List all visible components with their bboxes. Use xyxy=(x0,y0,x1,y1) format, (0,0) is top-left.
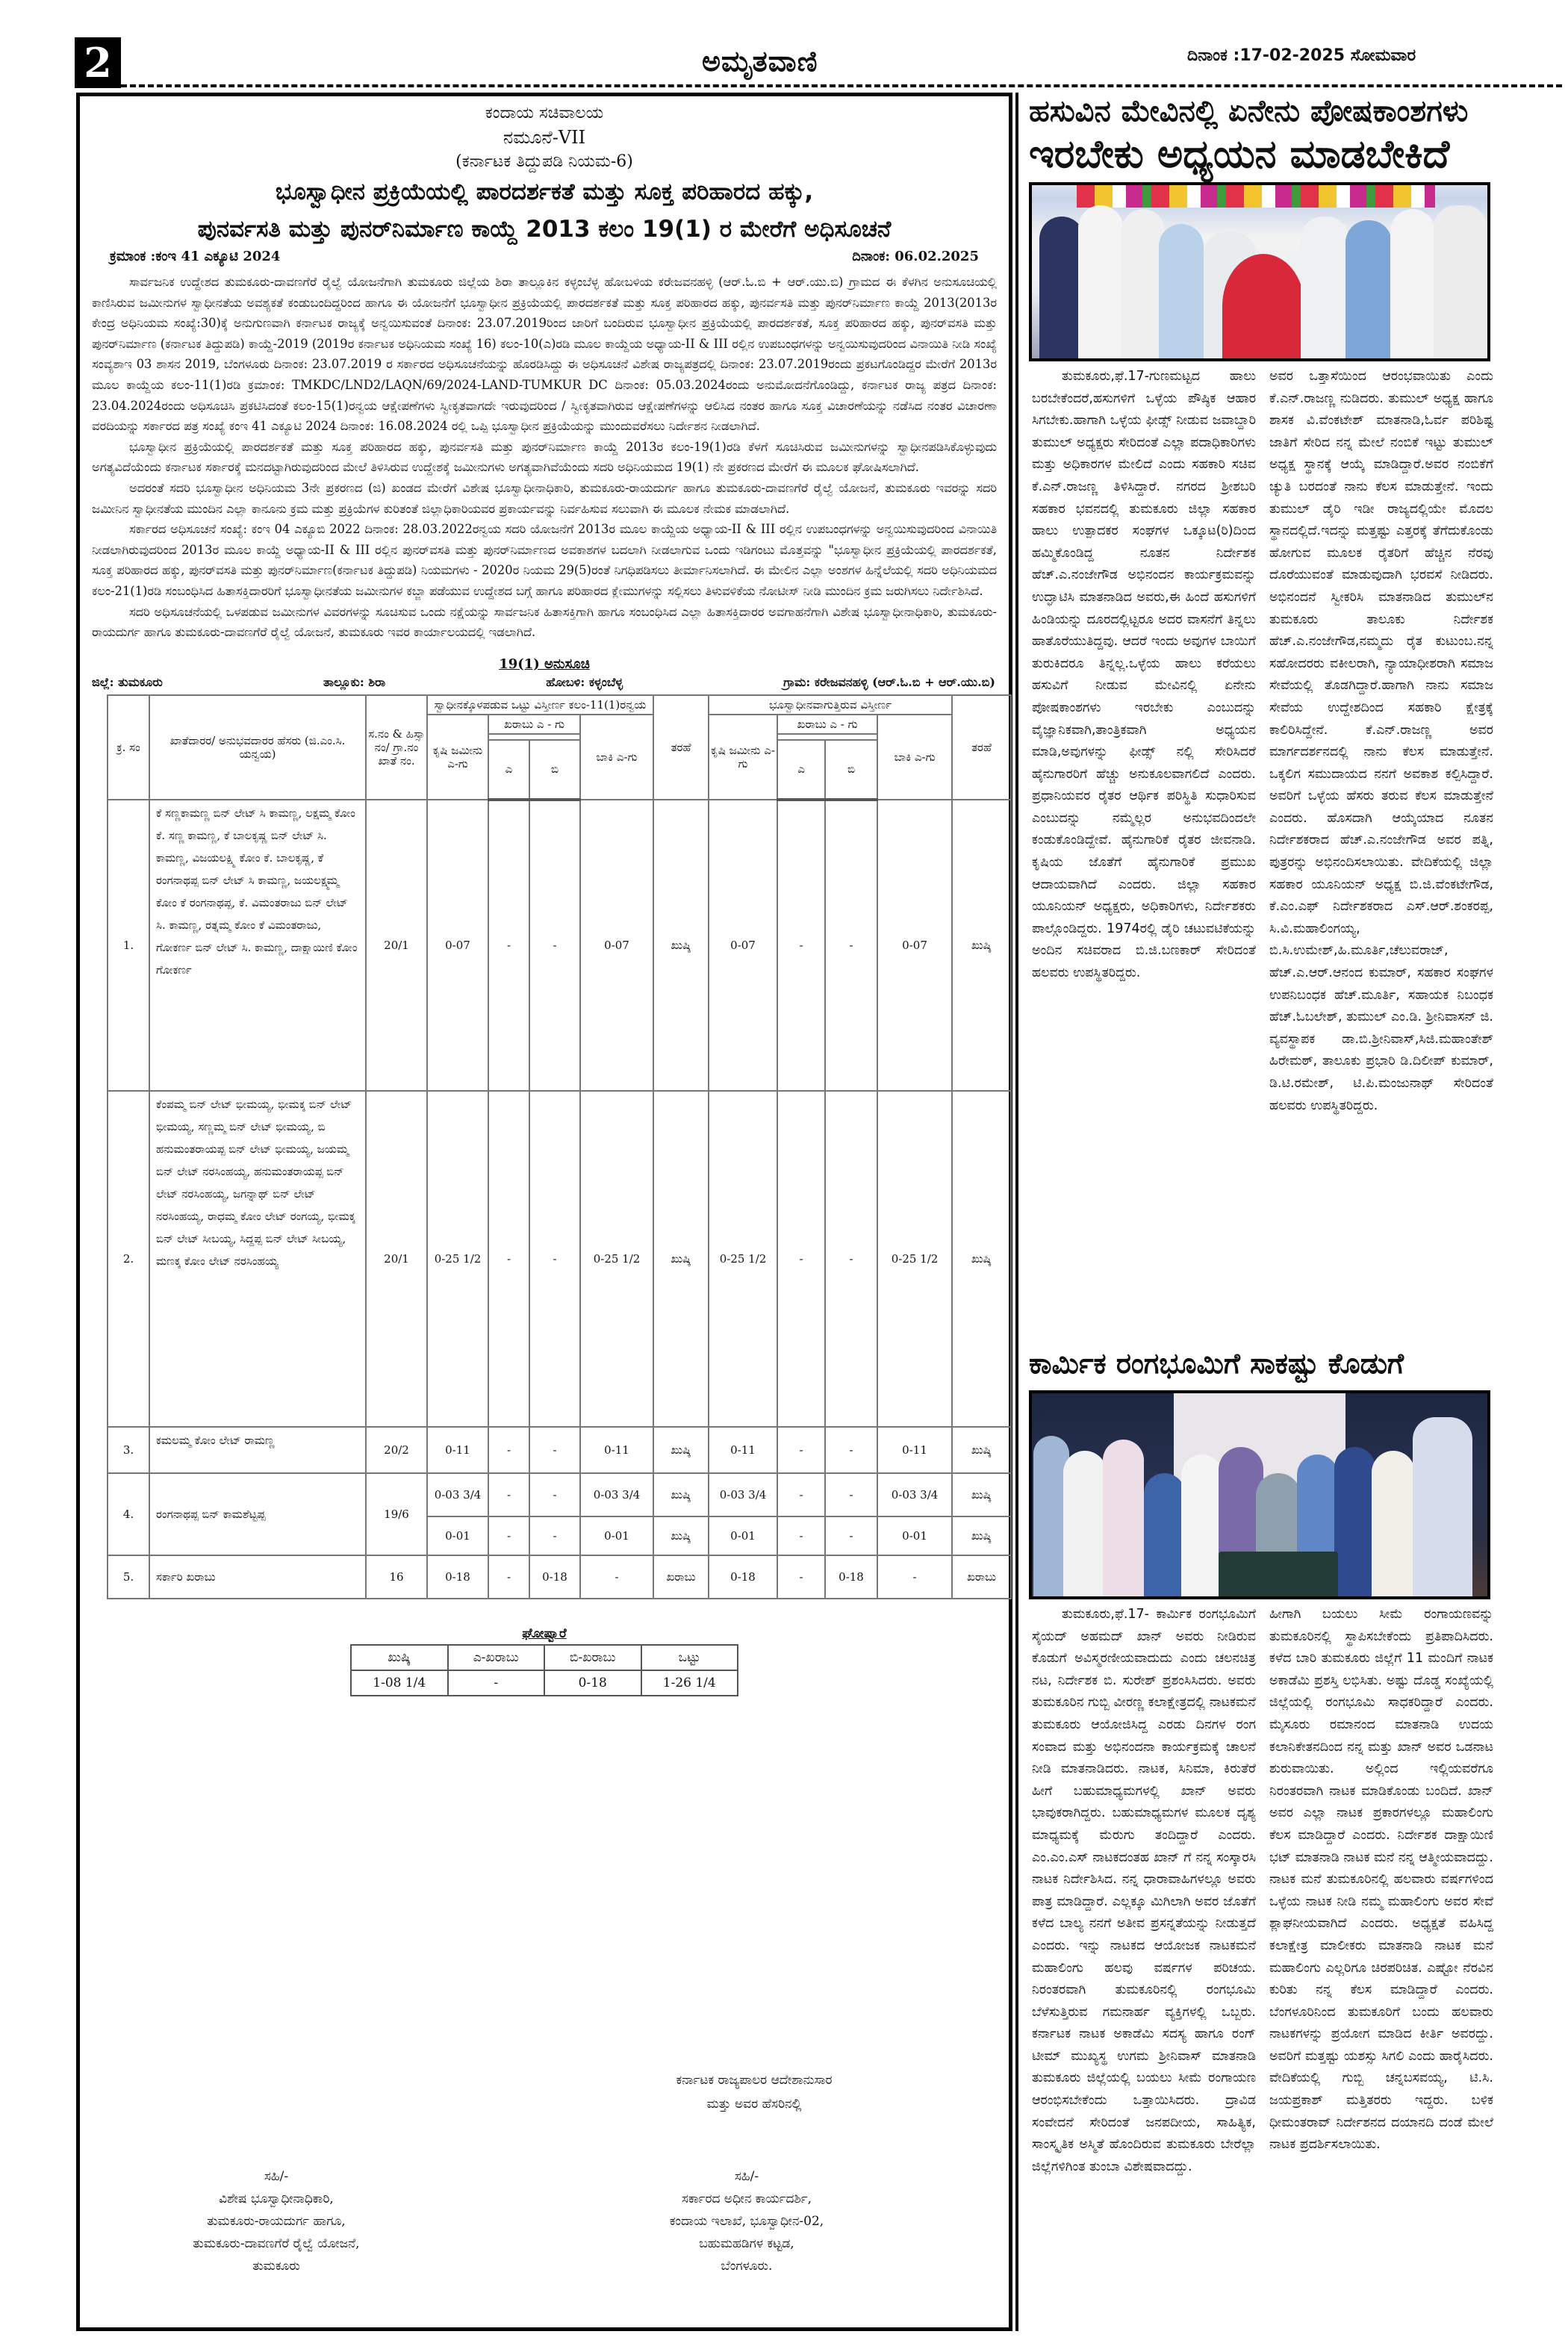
summary-header: ಎ-ಖರಾಬು xyxy=(448,1645,545,1670)
header-survey: ಸ.ನಂ & ಹಿಸ್ಸಾ ನಂ/ ಗ್ರಾ.ನಂ ಖಾತೆ ನಂ. xyxy=(366,695,427,800)
cell-total-agri: 0-03 3/4 xyxy=(427,1473,488,1516)
cell-acq-agri: 0-07 xyxy=(709,800,777,1091)
signatory-line: ವಿಶೇಷ ಭೂಸ್ವಾಧೀನಾಧಿಕಾರಿ, xyxy=(219,2191,334,2206)
header-agri: ಕೃಷಿ ಜಮೀನು ಎ-ಗು xyxy=(427,715,488,800)
land-acquisition-notice xyxy=(76,93,1012,2331)
cell-total-a: - xyxy=(488,1091,529,1427)
cell-acq-balance: 0-03 3/4 xyxy=(877,1473,952,1516)
cell-acq-type: ಖರಾಬು xyxy=(952,1555,1011,1599)
signatory-line: ಕಂದಾಯ ಇಲಾಖೆ, ಭೂಸ್ವಾಧೀನ-02, xyxy=(669,2214,824,2229)
news-column xyxy=(1021,93,1561,1117)
schedule-hobli: ಹೋಬಳಿ: ಕಳ್ಳಂಬೆಳ್ಳ xyxy=(546,674,623,689)
cell-sno: 4. xyxy=(108,1473,149,1555)
signature-mark: ಸಹಿ/- xyxy=(264,2169,289,2184)
article1-headline-line1: ಹಸುವಿನ ಮೇವಿನಲ್ಲಿ ಏನೇನು ಪೋಷಕಾಂಶಗಳು xyxy=(1029,94,1469,128)
cell-total-balance: - xyxy=(580,1555,653,1599)
header-serial: ಕ್ರ. ಸಂ xyxy=(108,695,149,800)
cell-total-balance: 0-03 3/4 xyxy=(580,1473,653,1516)
table-row xyxy=(108,1555,1011,1599)
summary-header: ಖುಷ್ಕಿ xyxy=(351,1645,448,1670)
cell-total-type: ಖುಷ್ಕಿ xyxy=(653,1516,709,1555)
cell-total-a: - xyxy=(488,1555,529,1599)
cell-acq-type: ಖುಷ್ಕಿ xyxy=(952,1091,1011,1427)
column-divider xyxy=(1015,93,1018,2331)
cell-total-agri: 0-01 xyxy=(427,1516,488,1555)
summary-table xyxy=(350,1644,738,1696)
summary-header: ಬಿ-ಖರಾಬು xyxy=(544,1645,641,1670)
notice-body xyxy=(92,272,997,643)
flower-garland-decoration xyxy=(1077,185,1435,208)
cell-acq-balance: 0-07 xyxy=(877,800,952,1091)
header-kharab: ಖರಾಬು ಎ - ಗು xyxy=(777,715,877,734)
header-agri: ಕೃಷಿ ಜಮೀನು ಎ-ಗು xyxy=(709,715,777,800)
notice-paragraph: ಭೂಸ್ವಾಧೀನ ಪ್ರಕ್ರಿಯೆಯಲ್ಲಿ ಪಾರದರ್ಶಕತೆ ಮತ್ತು ಸೂಕ್ತ ಪರಿಹಾರದ ಹಕ್ಕು, ಪುನರ್ವಸತಿ ಮತ್ತು ಪುನರ್‌ನಿರ್ಮಾಣ ಕಾಯ್ದೆ 2013ರ ಕಲಂ-19(1)ರಡಿ ಕೆಳಗೆ ಸೂಚಿಸಿರುವ ಜಮೀನುಗಳನ್ನು ಸ್ವಾಧೀನಪಡಿಸಿಕೊಳ್ಳುವುದು ಅಗತ್ಯವಿದೆಯೆಂದು ಕರ್ನಾಟಕ ಸರ್ಕಾರಕ್ಕೆ ಮನದಟ್ಟಾಗಿರುವುದರಿಂದ ಮೇಲೆ ತಿಳಿಸಿರುವ ಉದ್ದೇಶಕ್ಕೆ ಜಮೀನುಗಳು ಅಗತ್ಯವಾಗಿವೆಯೆಂದು ಸದರಿ ಅಧಿನಿಯಮದ 19(1) ನೇ ಪ್ರಕರಣದ ಮೇರೆಗೆ ಈ ಮೂಲಕ ಘೋಷಿಸಲಾಗಿದೆ. xyxy=(92,439,997,475)
schedule-taluk: ತಾಲ್ಲೂಕು: ಶಿರಾ xyxy=(323,674,386,689)
summary-title: ಘೋಷ್ವಾರೆ xyxy=(522,1625,567,1641)
cell-total-b: - xyxy=(529,1427,580,1473)
header-owner: ಖಾತೆದಾರರ/ ಅನುಭವದಾರರ ಹೆಸರು (ಜಿ.ಎಂ.ಸಿ. ಯನ್ವಯ) xyxy=(149,695,366,800)
cell-survey: 19/6 xyxy=(366,1473,427,1555)
summary-value: 1-26 1/4 xyxy=(641,1670,738,1696)
signatory-right xyxy=(590,2165,903,2277)
cell-total-balance: 0-07 xyxy=(580,800,653,1091)
cell-total-b: - xyxy=(529,1091,580,1427)
cell-sno: 5. xyxy=(108,1555,149,1599)
cell-acq-a: - xyxy=(777,1427,825,1473)
cell-acq-b: - xyxy=(825,1473,877,1516)
cell-acq-type: ಖುಷ್ಕಿ xyxy=(952,1516,1011,1555)
header-type: ತರಹೆ xyxy=(952,695,1011,800)
cell-owner: ಸರ್ಕಾರಿ ಖರಾಬು xyxy=(149,1555,366,1599)
article1-col1: ತುಮಕೂರು,ಫೆ.17-ಗುಣಮಟ್ಟದ ಹಾಲು ಬರಬೇಕೆಂದರೆ,ಹಸುಗಳಿಗೆ ಒಳ್ಳೆಯ ಪೌಷ್ಠಿಕ ಆಹಾರ ಸಿಗಬೇಕು.ಹಾಗಾಗಿ ಒಳ್ಳೆಯ ಫೀಡ್ಸ್ ನೀಡುವ ಜವಾಬ್ದಾರಿ ತುಮುಲ್ ಅಧ್ಯಕ್ಷರು ಸೇರಿದಂತೆ ಎಲ್ಲಾ ಪದಾಧಿಕಾರಿಗಳು ಮತ್ತು ಅಧಿಕಾರಗಳ ಮೇಲಿದೆ ಎಂದು ಸಹಕಾರಿ ಸಚಿವ ಕೆ.ಎನ್.ರಾಜಣ್ಣ ತಿಳಿಸಿದ್ದಾರೆ. ನಗರದ ಶ್ರೀಶಬರಿ ಸಹಕಾರ ಭವನದಲ್ಲಿ ತುಮಕೂರು ಜಿಲ್ಲಾ ಸಹಕಾರ ಹಾಲು ಉತ್ಪಾದಕರ ಸಂಘಗಳ ಒಕ್ಕೂಟ(ರಿ)ದಿಂದ ಹಮ್ಮಿಕೊಂಡಿದ್ದ ನೂತನ ನಿರ್ದೇಶಕ ಹೆಚ್.ಎ.ನಂಜೇಗೌಡ ಅಭಿನಂದನ ಕಾರ್ಯಕ್ರಮವನ್ನು ಉದ್ಘಾಟಿಸಿ ಮಾತನಾಡಿದ ಅವರು,ಈ ಹಿಂದೆ ಹಸುಗಳಿಗೆ ಹಿಂಡಿಯನ್ನು ದೂರದಲ್ಲಿಟ್ಟರೂ ಅದರ ವಾಸನೆಗೆ ತಿನ್ನಲು ಹಾತೊರೆಯುತಿದ್ದವು. ಆದರೆ ಇಂದು ಅವುಗಳ ಬಾಯಿಗೆ ತುರುಕಿದರೂ ತಿನ್ನಲ್ಲ.ಒಳ್ಳೆಯ ಹಾಲು ಕರೆಯಲು ಹಸುವಿಗೆ ನೀಡುವ ಮೇವಿನಲ್ಲಿ ಏನೇನು ಪೋಷಕಾಂಶಗಳು ಇರಬೇಕು ಎಂಬುದನ್ನು ವೈಜ್ಞಾನಿಕವಾಗಿ,ತಾಂತ್ರಿಕವಾಗಿ ಅಧ್ಯಯನ ಮಾಡಿ,ಅವುಗಳನ್ನು ಫೀಡ್ಸ್ ನಲ್ಲಿ ಸೇರಿಸಿದರೆ ಹೈನುಗಾರರಿಗೆ ಹೆಚ್ಚು ಅನುಕೂಲವಾಗಲಿದೆ ಎಂದರು. ಪ್ರಧಾನಿಯವರ ರೈತರ ಆರ್ಥಿಕ ಪರಿಸ್ಥಿತಿ ಸುಧಾರಿಸುವ ಎಂಬುದನ್ನು ನಮ್ಮೆಲ್ಲರ ಅನುಭವದಿಂದಲೇ ಕಂಡುಕೊಂಡಿದ್ದೇವೆ. ಹೈನುಗಾರಿಕೆ ರೈತರ ಜೀವನಾಡಿ. ಕೃಷಿಯ ಜೊತೆಗೆ ಹೈನುಗಾರಿಕೆ ಪ್ರಮುಖ ಆದಾಯವಾಗಿದೆ ಎಂದರು. ಜಿಲ್ಲಾ ಸಹಕಾರ ಯೂನಿಯನ್ ಅಧ್ಯಕ್ಷರು, ಅಧಿಕಾರಿಗಳು, ನಿರ್ದೇಶಕರು ಪಾಲ್ಗೊಂಡಿದ್ದರು. 1974ರಲ್ಲಿ ಡೈರಿ ಚಟುವಟಿಕೆಯನ್ನು ಅಂದಿನ ಸಚಿವರಾದ ಬಿ.ಜಿ.ಬಣಕಾರ್ ಸೇರಿದಂತೆ ಹಲವರು ಉಪಸ್ಥಿತರಿದ್ದರು. xyxy=(1032,369,1256,981)
article1-col2: ಅವರ ಒತ್ತಾಸೆಯಿಂದ ಆರಂಭವಾಯಿತು ಎಂದು ಕೆ.ಎನ್.ರಾಜಣ್ಣ ನುಡಿದರು. ತುಮುಲ್ ಅಧ್ಯಕ್ಷ ಹಾಗೂ ಶಾಸಕ ವಿ.ವೆಂಕಟೇಶ್ ಮಾತನಾಡಿ,ಓರ್ವ ಪರಿಶಿಷ್ಟ ಜಾತಿಗೆ ಸೇರಿದ ನನ್ನ ಮೇಲೆ ನಂಬಿಕೆ ಇಟ್ಟು ತುಮುಲ್ ಅಧ್ಯಕ್ಷ ಸ್ಥಾನಕ್ಕೆ ಆಯ್ಕೆ ಮಾಡಿದ್ದಾರೆ.ಅವರ ನಂಬಿಕೆಗೆ ಚ್ಯುತಿ ಬರದಂತೆ ನಾನು ಕೆಲಸ ಮಾಡುತ್ತೇನೆ. ಇಂದು ತುಮುಲ್ ಡೈರಿ ಇಡೀ ರಾಜ್ಯದಲ್ಲಿಯೇ ಮೊದಲ ಸ್ಥಾನದಲ್ಲಿದೆ.ಇದನ್ನು ಮತ್ತಷ್ಟು ಎತ್ತರಕ್ಕೆ ತೆಗೆದುಕೊಂಡು ಹೋಗುವ ಮೂಲಕ ರೈತರಿಗೆ ಹೆಚ್ಚಿನ ನೆರವು ದೊರೆಯುವಂತೆ ಮಾಡುವುದಾಗಿ ಭರವಸೆ ನೀಡಿದರು. ಅಭಿನಂದನೆ ಸ್ವೀಕರಿಸಿ ಮಾತನಾಡಿದ ತುಮುಲ್‌ನ ತುಮಕೂರು ತಾಲೂಕು ನಿರ್ದೇಶಕ ಹೆಚ್.ಎ.ನಂಜೇಗೌಡ,ನಮ್ಮದು ರೈತ ಕುಟುಂಬ.ನನ್ನ ಸಹೋದರರು ವಕೀಲರಾಗಿ, ನ್ಯಾಯಾಧೀಶರಾಗಿ ಸಮಾಜ ಸೇವೆಯಲ್ಲಿ ತೊಡಗಿದ್ದಾರೆ.ಹಾಗಾಗಿ ನಾನು ಸಮಾಜ ಸೇವೆಯ ಉದ್ದೇಶದಿಂದ ಸಹಕಾರಿ ಕ್ಷೇತ್ರಕ್ಕೆ ಕಾಲಿರಿಸಿದ್ದೇನೆ. ಕೆ.ಎನ್.ರಾಜಣ್ಣ ಅವರ ಮಾರ್ಗದರ್ಶನದಲ್ಲಿ ನಾನು ಕೆಲಸ ಮಾಡುತ್ತೇನೆ. ಒಕ್ಕಲಿಗ ಸಮುದಾಯದ ನನಗೆ ಅವಕಾಶ ಕಲ್ಪಿಸಿದ್ದಾರೆ. ಅವರಿಗೆ ಒಳ್ಳೆಯ ಹೆಸರು ತರುವ ಕೆಲಸ ಮಾಡುತ್ತೇನೆ ಎಂದರು. ಹೊಸದಾಗಿ ಆಯ್ಕೆಯಾದ ನೂತನ ನಿರ್ದೇಶಕರಾದ ಹೆಚ್.ಎ.ನಂಜೇಗೌಡ ಅವರ ಪತ್ನಿ, ಪುತ್ರರನ್ನು ಅಭಿನಂದಿಸಲಾಯಿತು. ವೇದಿಕೆಯಲ್ಲಿ ಜಿಲ್ಲಾ ಸಹಕಾರ ಯೂನಿಯನ್ ಅಧ್ಯಕ್ಷ ಬಿ.ಜಿ.ವೆಂಕಟೇಗೌಡ, ಕೆ.ಎಂ.ಎಫ್ ನಿರ್ದೇಶಕರಾದ ಎಸ್.ಆರ್.ಶಂಕರಪ್ಪ, ಸಿ.ವಿ.ಮಹಾಲಿಂಗಯ್ಯ, ಬಿ.ಸಿ.ಉಮೇಶ್,ಹಿ.ಮೂರ್ತಿ,ಚೆಲುವರಾಜ್, ಹೆಚ್.ಎ.ಆರ್.ಆನಂದ ಕುಮಾರ್, ಸಹಕಾರ ಸಂಘಗಳ ಉಪನಿಬಂಧಕ ಹೆಚ್.ಮೂರ್ತಿ, ಸಹಾಯಕ ನಿಬಂಧಕ ಹೆಚ್.ಓಬಲೇಶ್, ತುಮುಲ್ ಎಂ.ಡಿ. ಶ್ರೀನಿವಾಸನ್ ಜಿ. ವ್ಯವಸ್ಥಾಪಕ ಡಾ.ಬಿ.ಶ್ರೀನಿವಾಸ್,ಸಿಜಿ.ಮಹಾಂತೇಶ್ ಹಿರೇಮಠ್, ತಾಲೂಕು ಪ್ರಭಾರಿ ಡಿ.ದಿಲೀಪ್ ಕುಮಾರ್, ಡಿ.ಟಿ.ರಮೇಶ್, ಟಿ.ಪಿ.ಮಂಜುನಾಥ್ ಸೇರಿದಂತೆ ಹಲವರು ಉಪಸ್ಥಿತರಿದ್ದರು. xyxy=(1269,369,1493,1113)
cell-acq-balance: 0-01 xyxy=(877,1516,952,1555)
article2-photo xyxy=(1029,1390,1490,1599)
cell-sno: 3. xyxy=(108,1427,149,1473)
cell-acq-agri: 0-11 xyxy=(709,1427,777,1473)
notice-title-line2: ಪುನರ್ವಸತಿ ಮತ್ತು ಪುನರ್‌ನಿರ್ಮಾಣ ಕಾಯ್ದೆ 2013 ಕಲಂ 19(1) ರ ಮೇರೆಗೆ ಅಧಿಸೂಚನೆ xyxy=(197,216,892,243)
header-balance: ಬಾಕಿ ಎ-ಗು xyxy=(877,715,952,800)
cell-total-agri: 0-25 1/2 xyxy=(427,1091,488,1427)
cell-total-a: - xyxy=(488,1516,529,1555)
article2-body xyxy=(1021,1604,1561,2178)
cell-acq-b: - xyxy=(825,1516,877,1555)
cell-total-b: - xyxy=(529,1516,580,1555)
signatory-left xyxy=(119,2165,433,2277)
cell-sno: 2. xyxy=(108,1091,149,1427)
cell-total-agri: 0-07 xyxy=(427,800,488,1091)
cell-total-a: - xyxy=(488,1473,529,1516)
summary-value: - xyxy=(448,1670,545,1696)
cell-total-b: 0-18 xyxy=(529,1555,580,1599)
cell-sno: 1. xyxy=(108,800,149,1091)
schedule-district: ಜಿಲ್ಲೆ: ತುಮಕೂರು xyxy=(92,674,163,689)
cell-acq-balance: 0-25 1/2 xyxy=(877,1091,952,1427)
cell-total-balance: 0-25 1/2 xyxy=(580,1091,653,1427)
notice-ref-number: ಕ್ರಮಾಂಕ :ಕಂಇ 41 ಎಕ್ಯೂಟಿ 2024 xyxy=(110,249,281,264)
cell-acq-b: - xyxy=(825,800,877,1091)
cell-survey: 20/1 xyxy=(366,800,427,1091)
cell-owner: ಕಮಲಮ್ಮ ಕೋಂ ಲೇಟ್ ರಾಮಣ್ಣ xyxy=(149,1427,366,1473)
cell-acq-b: - xyxy=(825,1427,877,1473)
notice-title-line1: ಭೂಸ್ವಾಧೀನ ಪ್ರಕ್ರಿಯೆಯಲ್ಲಿ ಪಾರದರ್ಶಕತೆ ಮತ್ತು ಸೂಕ್ತ ಪರಿಹಾರದ ಹಕ್ಕು, xyxy=(275,178,814,205)
cell-acq-agri: 0-25 1/2 xyxy=(709,1091,777,1427)
cell-acq-balance: 0-11 xyxy=(877,1427,952,1473)
cell-total-type: ಖುಷ್ಕಿ xyxy=(653,800,709,1091)
schedule-village: ಗ್ರಾಮ: ಕರೇಜವನಹಳ್ಳಿ (ಆರ್.ಓ.ಬಿ + ಆರ್.ಯು.ಬಿ) xyxy=(783,674,995,689)
newspaper-title: ಅಮೃತವಾಣಿ xyxy=(702,45,818,78)
notice-form: ನಮೂನೆ-VII xyxy=(503,127,586,148)
signatory-line: ತುಮಕೂರು-ದಾವಣಗೆರೆ ರೈಲ್ವೆ ಯೋಜನೆ, xyxy=(193,2236,360,2251)
cell-acq-a: - xyxy=(777,800,825,1091)
signatory-line: ಸರ್ಕಾರದ ಅಧೀನ ಕಾರ್ಯದರ್ಶಿ, xyxy=(682,2191,812,2206)
cell-acq-type: ಖುಷ್ಕಿ xyxy=(952,1427,1011,1473)
header-balance: ಬಾಕಿ ಎ-ಗು xyxy=(580,715,653,800)
notice-paragraph: ಸರ್ಕಾರದ ಅಧಿಸೂಚನೆ ಸಂಖ್ಯೆ: ಕಂಇ 04 ಎಕ್ಯೂಬಿ 2022 ದಿನಾಂಕ: 28.03.2022ರನ್ವಯ ಸದರಿ ಯೋಜನೆಗೆ 2013ರ ಮೂಲ ಕಾಯ್ದೆಯ ಅಧ್ಯಾಯ-II & III ರಲ್ಲಿನ ಉಪಬಂಧಗಳನ್ನು ಅನ್ವಯಿಸುವುದರಿಂದ ವಿನಾಯಿತಿ ನೀಡಲಾಗಿರುವುದರಿಂದ 2013ರ ಮೂಲ ಕಾಯ್ದೆ ಅಧ್ಯಾಯ-II & III ರಲ್ಲಿನ ಪುನರ್‌ವಸತಿ ಮತ್ತು ಪುನರ್‌ನಿರ್ಮಾಣದ ಅವಕಾಶಗಳ ಬದಲಾಗಿ ನೀಡಲಾಗುವ ಒಂದು ಇಡಿಗಂಟು ಮೊತ್ತವನ್ನು "ಭೂಸ್ವಾಧೀನ ಪ್ರಕ್ರಿಯೆಯಲ್ಲಿ ಪಾರದರ್ಶಕತೆ, ಸೂಕ್ತ ಪರಿಹಾರದ ಹಕ್ಕು, ಪುನರ್‌ವಸತಿ ಮತ್ತು ಪುನರ್‌ನಿರ್ಮಾಣ(ಕರ್ನಾಟಕ ತಿದ್ದುಪಡಿ) ನಿಯಮಗಳು - 2020ರ ನಿಯಮ 29(5)ರಂತೆ ನಿಗಧಿಪಡಿಸಲು ತೀರ್ಮಾನಿಸಲಾಗಿದೆ. ಈ ಮೇಲಿನ ಎಲ್ಲಾ ಅಂಶಗಳ ಹಿನ್ನೆಲೆಯಲ್ಲಿ ಸದರಿ ಅಧಿನಿಯಮದ ಕಲಂ-21(1)ರಡಿ ಸಂಬಂಧಿಸಿದ ಹಿತಾಸಕ್ತಿದಾರರಿಗೆ ಭೂಸ್ವಾಧೀನತೆಯ ಜಮೀನುಗಳ ಕಬ್ಜಾ ಪಡೆಯುವ ಉದ್ದೇಶದ ಬಗ್ಗೆ ಹಾಗೂ ಪರಿಹಾರದ ಕ್ಲೇಮುಗಳನ್ನು ಸಲ್ಲಿಸಲು ತಿಳುವಳಿಕೆಯ ನೋಟೀಸ್ ನೀಡಿ ಮುಂದಿನ ಕ್ರಮ ಜರುಗಿಸಲು ನಿರ್ದೇಶಿಸಿದೆ. xyxy=(92,522,997,598)
schedule-table xyxy=(107,694,1012,1599)
header-b: ಬಿ xyxy=(529,740,580,800)
header-acquired-area: ಭೂಸ್ವಾಧೀನವಾಗುತ್ತಿರುವ ವಿಸ್ತೀರ್ಣ xyxy=(709,695,952,715)
cell-total-type: ಖರಾಬು xyxy=(653,1555,709,1599)
header-b: ಬಿ xyxy=(825,740,877,800)
signatory-line: ತುಮಕೂರು-ರಾಯದುರ್ಗ ಹಾಗೂ, xyxy=(207,2214,346,2229)
article1-photo xyxy=(1029,182,1490,361)
cell-acq-a: - xyxy=(777,1555,825,1599)
cell-acq-b: 0-18 xyxy=(825,1555,877,1599)
cell-total-type: ಖುಷ್ಕಿ xyxy=(653,1091,709,1427)
date-line: ದಿನಾಂಕ :17-02-2025 ಸೋಮವಾರ xyxy=(1187,46,1416,65)
signatory-line: ತುಮಕೂರು xyxy=(252,2259,300,2274)
notice-department: ಕಂದಾಯ ಸಚಿವಾಲಯ xyxy=(485,104,604,122)
table-row xyxy=(108,800,1011,1091)
article1-body xyxy=(1021,366,1561,1117)
authority-line: ಕರ್ನಾಟಕ ರಾಜ್ಯಪಾಲರ ಆದೇಶಾನುಸಾರ xyxy=(676,2073,833,2088)
cell-acq-a: - xyxy=(777,1473,825,1516)
signatory-line: ಬೆಂಗಳೂರು. xyxy=(721,2259,773,2274)
summary-value: 1-08 1/4 xyxy=(351,1670,448,1696)
cell-total-agri: 0-18 xyxy=(427,1555,488,1599)
notice-paragraph: ಸಾರ್ವಜನಿಕ ಉದ್ದೇಶದ ತುಮಕೂರು-ದಾವಣಗೆರೆ ರೈಲ್ವೆ ಯೋಜನೆಗಾಗಿ ತುಮಕೂರು ಜಿಲ್ಲೆಯ ಶಿರಾ ತಾಲ್ಲೂಕಿನ ಕಳ್ಳಂಬೆಳ್ಳ ಹೋಬಳಿಯ ಕರೇಜವನಹಳ್ಳಿ (ಆರ್.ಓ.ಬಿ + ಆರ್.ಯು.ಬಿ) ಗ್ರಾಮದ ಈ ಕೆಳಗಿನ ಅನುಸೂಚಿಯಲ್ಲಿ ಕಾಣಿಸಿರುವ ಜಮೀನುಗಳ ಸ್ವಾಧೀನತೆಯ ಅವಶ್ಯಕತೆ ಕಂಡುಬಂದಿದ್ದರಿಂದ ಹಾಗೂ ಈ ಯೋಜನೆಗೆ ಭೂಸ್ವಾಧೀನ ಪ್ರಕ್ರಿಯೆಯಲ್ಲಿ ಪಾರದರ್ಶಕತೆ ಮತ್ತು ಸೂಕ್ತ ಪರಿಹಾರದ ಹಕ್ಕು, ಪುನರ್ವಸತಿ ಮತ್ತು ಪುನರ್‌ನಿರ್ಮಾಣ ಕಾಯ್ದೆ 2013(2013ರ ಕೇಂದ್ರ ಅಧಿನಿಯಮ ಸಂಖ್ಯೆ:30)ಕ್ಕೆ ಅನುಗುಣವಾಗಿ ಕರ್ನಾಟಕ ರಾಜ್ಯಕ್ಕೆ ಅನ್ವಯಿಸುವಂತೆ ದಿನಾಂಕ: 23.07.2019ರಿಂದ ಜಾರಿಗೆ ಬಂದಿರುವ ಭೂಸ್ವಾಧೀನ ಪ್ರಕ್ರಿಯೆಯಲ್ಲಿ ಪಾರದರ್ಶಕತೆ, ಸೂಕ್ತ ಪರಿಹಾರದ ಹಕ್ಕು, ಪುನರ್‌ವಸತಿ ಮತ್ತು ಪುನರ್‌ನಿರ್ಮಾಣ (ಕರ್ನಾಟಕ ತಿದ್ದುಪಡಿ) ಕಾಯ್ದೆ-2019 (2019ರ ಕರ್ನಾಟಕ ಅಧಿನಿಯಮ ಸಂಖ್ಯೆ 16) ಕಲಂ-10(ಎ)ರಡಿ ಮೂಲ ಕಾಯ್ದೆಯ ಅಧ್ಯಾಯ-II & III ರಲ್ಲಿನ ಉಪಬಂಧಗಳನ್ನು ಅನ್ವಯಿಸುವುದರಿಂದ ವಿನಾಯಿತಿ ನೀಡಿ ಸಂಖ್ಯೆ ಸಂವ್ಯಶಾಇ 03 ಶಾಸನ 2019, ಬೆಂಗಳೂರು ದಿನಾಂಕ: 23.07.2019 ರ ಸರ್ಕಾರದ ಅಧಿಸೂಚನೆಯನ್ನು ಹೊರಡಿಸಿದ್ದು ಈ ಅಧಿಸೂಚನೆ ವಿಶೇಷ ರಾಜ್ಯಪತ್ರದಲ್ಲಿ ದಿನಾಂಕ: 23.07.2019ರಂದು ಪ್ರಕಟಗೊಂಡಿದ್ದರ ಮೇರೆಗೆ 2013ರ ಮೂಲ ಕಾಯ್ದೆಯ ಕಲಂ-11(1)ರಡಿ ಕ್ರಮಾಂಕ: TMKDC/LND2/LAQN/69/2024-LAND-TUMKUR DC ದಿನಾಂಕ: 05.03.2024ರಂದು ಅನುಮೋದನೆಗೊಂಡಿದ್ದು, ಕರ್ನಾಟಕ ರಾಜ್ಯ ಪತ್ರದ ದಿನಾಂಕ: 23.04.2024ರಂದು ಅಧಿಸೂಚಿಸಿ ಪ್ರಕಟಿಸಿದಂತೆ ಕಲಂ-15(1)ರನ್ವಯ ಆಕ್ಷೇಪಣೆಗಳು ಸ್ವೀಕೃತವಾಗದೇ ಇರುವುದರಿಂದ / ಸ್ವೀಕೃತವಾಗಿರುವ ಆಕ್ಷೇಪಣೆಗಳನ್ನು ಆಲಿಸಿದ ನಂತರ ಹಾಗೂ ಸೂಕ್ತ ವಿಚಾರಣೆಯನ್ನು ನಡೆಸಿದ ನಂತರ ವಿಚಾರಣಾ ವರದಿಯನ್ನು ಸರ್ಕಾರದ ಪತ್ರ ಸಂಖ್ಯೆ ಕಂಇ 41 ಎಕ್ಯೂಟಿ 2024 ದಿನಾಂಕ: 16.08.2024 ರಲ್ಲಿ ಒಪ್ಪಿ ಭೂಸ್ವಾಧೀನ ಪ್ರಕ್ರಿಯೆಯನ್ನು ಮುಂದುವರೆಸಲು ನಿರ್ದೇಶನ ನೀಡಲಾಗಿದೆ. xyxy=(92,275,997,434)
governor-authority xyxy=(612,2068,896,2116)
page-number: 2 xyxy=(75,37,121,88)
masthead-divider xyxy=(121,84,1562,87)
article2 xyxy=(1021,1335,1561,2178)
header-a: ಎ xyxy=(777,740,825,800)
cell-acq-a: - xyxy=(777,1091,825,1427)
cell-acq-b: - xyxy=(825,1091,877,1427)
cell-total-agri: 0-11 xyxy=(427,1427,488,1473)
schedule-title: 19(1) ಅನುಸೂಚಿ xyxy=(499,656,590,672)
cell-acq-agri: 0-18 xyxy=(709,1555,777,1599)
notice-rule: (ಕರ್ನಾಟಕ ತಿದ್ದುಪಡಿ ನಿಯಮ-6) xyxy=(455,152,633,171)
cell-total-a: - xyxy=(488,800,529,1091)
table-row xyxy=(108,1091,1011,1427)
cell-total-b: - xyxy=(529,1473,580,1516)
authority-line: ಮತ್ತು ಅವರ ಹೆಸರಿನಲ್ಲಿ xyxy=(706,2097,802,2112)
table-row xyxy=(108,1473,1011,1516)
summary-value: 0-18 xyxy=(544,1670,641,1696)
article2-col1: ತುಮಕೂರು,ಫೆ.17- ಕಾರ್ಮಿಕ ರಂಗಭೂಮಿಗೆ ಸೈಯದ್ ಅಹಮದ್ ಖಾನ್ ಅವರು ನೀಡಿರುವ ಕೊಡುಗೆ ಅವಿಸ್ಮರಣೀಯವಾದುದು ಎಂದು ಚಲನಚಿತ್ರ ನಟ, ನಿರ್ದೇಶಕ ಬಿ. ಸುರೇಶ್ ಪ್ರಶಂಸಿಸಿದರು. ಅವರು ತುಮಕೂರಿನ ಗುಬ್ಬಿ ವೀರಣ್ಣ ಕಲಾಕ್ಷೇತ್ರದಲ್ಲಿ ನಾಟಕಮನೆ ತುಮಕೂರು ಆಯೋಜಿಸಿದ್ದ ಎರಡು ದಿನಗಳ ರಂಗ ಸಂವಾದ ಮತ್ತು ಅಭಿನಂದನಾ ಕಾರ್ಯಕ್ರಮಕ್ಕೆ ಚಾಲನೆ ನೀಡಿ ಮಾತನಾಡಿದರು. ನಾಟಕ, ಸಿನಿಮಾ, ಕಿರುತೆರೆ ಹೀಗೆ ಬಹುಮಾಧ್ಯಮಗಳಲ್ಲಿ ಖಾನ್ ಅವರು ಭಾವುಕರಾಗಿದ್ದರು. ಬಹುಮಾಧ್ಯಮಗಳ ಮೂಲಕ ದೃಶ್ಯ ಮಾಧ್ಯಮಕ್ಕೆ ಮೆರುಗು ತಂದಿದ್ದಾರೆ ಎಂದರು. ಎಂ.ಎಂ.ಎಸ್ ನಾಟಕದಂತಹ ಖಾನ್ ಗೆ ನನ್ನ ಸಂಸ್ಕಾರಸಿ ನಾಟಕ ನಿರ್ದೇಶಿಸಿದ. ನನ್ನ ಧಾರಾವಾಹಿಗಳಲ್ಲೂ ಅವರು ಪಾತ್ರ ಮಾಡಿದ್ದಾರೆ. ಎಲ್ಲಕ್ಕೂ ಮಿಗಿಲಾಗಿ ಅವರ ಜೊತೆಗೆ ಕಳೆದ ಬಾಲ್ಯ ನನಗೆ ಅತೀವ ಪ್ರಸನ್ನತೆಯನ್ನು ನೀಡುತ್ತದೆ ಎಂದರು. ಇನ್ನು ನಾಟಕದ ಆಯೋಜಕ ನಾಟಕಮನೆ ಮಹಾಲಿಂಗು ಹಲವು ವರ್ಷಗಳ ಪರಿಚಯ. ನಿರಂತರವಾಗಿ ತುಮಕೂರಿನಲ್ಲಿ ರಂಗಭೂಮಿ ಬೆಳೆಸುತ್ತಿರುವ ಗಮನಾರ್ಹ ವ್ಯಕ್ತಿಗಳಲ್ಲಿ ಒಬ್ಬರು. ಕರ್ನಾಟಕ ನಾಟಕ ಅಕಾಡೆಮಿ ಸದಸ್ಯ ಹಾಗೂ ರಂಗ್‌ ಟೀಮ್ ಮುಖ್ಯಸ್ಥ ಉಗಮ ಶ್ರೀನಿವಾಸ್ ಮಾತನಾಡಿ ತುಮಕೂರು ಜಿಲ್ಲೆಯಲ್ಲಿ ಬಯಲು ಸೀಮೆ ರಂಗಾಯಣ ಆರಂಭಿಸಬೇಕೆಂದು ಒತ್ತಾಯಿಸಿದರು. ದ್ರಾವಿಡ ಸಂವೇದನೆ ಸೇರಿದಂತೆ ಜನಪದೀಯ, ಸಾಹಿತ್ಯಿಕ, ಸಾಂಸ್ಕೃತಿಕ ಅಸ್ಮಿತೆ ಹೊಂದಿರುವ ತುಮಕೂರು ಬೇರೆಲ್ಲಾ ಜಿಲ್ಲೆಗಳಿಗಿಂತ ತುಂಬಾ ವಿಶೇಷವಾದದ್ದು. xyxy=(1032,1607,1256,2174)
article2-headline: ಕಾರ್ಮಿಕ ರಂಗಭೂಮಿಗೆ ಸಾಕಷ್ಟು ಕೊಡುಗೆ xyxy=(1029,1347,1404,1380)
cell-owner: ರಂಗನಾಥಪ್ಪ ಬಿನ್ ಕಾಮಶೆಟ್ಟಪ್ಪ xyxy=(149,1473,366,1555)
article1-headline-line2: ಇರಬೇಕು ಅಧ್ಯಯನ ಮಾಡಬೇಕಿದೆ xyxy=(1029,132,1450,177)
header-total-area: ಸ್ವಾಧೀನಕ್ಕೊಳಪಡುವ ಒಟ್ಟು ವಿಸ್ತೀರ್ಣ ಕಲಂ-11(1)ರನ್ವಯ xyxy=(427,695,653,715)
cell-survey: 20/1 xyxy=(366,1091,427,1427)
cell-owner: ಕೆ ಸಣ್ಣಕಾಮಣ್ಣ ಬಿನ್ ಲೇಟ್ ಸಿ ಕಾಮಣ್ಣ, ಲಕ್ಷಮ್ಮ ಕೋಂ ಕೆ. ಸಣ್ಣ ಕಾಮಣ್ಣ, ಕೆ ಬಾಲಕೃಷ್ಣ ಬಿನ್ ಲೇಟ್ ಸಿ. ಕಾಮಣ್ಣ, ವಿಜಯಲಕ್ಷ್ಮಿ ಕೋಂ ಕೆ. ಬಾಲಕೃಷ್ಣ, ಕೆ ರಂಗನಾಥಪ್ಪ ಬಿನ್ ಲೇಟ್ ಸಿ ಕಾಮಣ್ಣ, ಜಯಲಕ್ಷ್ಮಮ್ಮ ಕೋಂ ಕೆ ರಂಗನಾಥಪ್ಪ, ಕೆ. ವಿಮಂತರಾಜು ಬಿನ್ ಲೇಟ್ ಸಿ. ಕಾಮಣ್ಣ, ರತ್ನಮ್ಮ ಕೋಂ ಕೆ ವಿಮಂತರಾಜು, ಗೋಕರ್ಣ ಬಿನ್ ಲೇಟ್ ಸಿ. ಕಾಮಣ್ಣ, ದಾಕ್ಷಾಯಿಣಿ ಕೋಂ ಗೋಕರ್ಣ xyxy=(149,800,366,1091)
cell-acq-agri: 0-01 xyxy=(709,1516,777,1555)
cell-total-balance: 0-11 xyxy=(580,1427,653,1473)
cell-acq-type: ಖುಷ್ಕಿ xyxy=(952,1473,1011,1516)
cell-total-type: ಖುಷ್ಕಿ xyxy=(653,1473,709,1516)
header-type: ತರಹೆ xyxy=(653,695,709,800)
header-kharab: ಖರಾಬು ಎ - ಗು xyxy=(488,715,580,734)
cell-acq-agri: 0-03 3/4 xyxy=(709,1473,777,1516)
notice-paragraph: ಅದರಂತೆ ಸದರಿ ಭೂಸ್ವಾಧೀನ ಅಧಿನಿಯಮ 3ನೇ ಪ್ರಕರಣದ (ಜಿ) ಖಂಡದ ಮೇರೆಗೆ ವಿಶೇಷ ಭೂಸ್ವಾಧೀನಾಧಿಕಾರಿ, ತುಮಕೂರು-ರಾಯದುರ್ಗ ಹಾಗೂ ತುಮಕೂರು-ದಾವಣಗೆರೆ ರೈಲ್ವೆ ಯೋಜನೆ, ತುಮಕೂರು ಇವರನ್ನು ಸದರಿ ಜಮೀನಿನ ಸ್ವಾಧೀನತೆಯ ಮುಂದಿನ ಎಲ್ಲಾ ಕಾನೂನು ಕ್ರಮ ಮತ್ತು ಪ್ರಕ್ರಿಯೆಗಳ ಕುರಿತಂತೆ ಜಿಲ್ಲಾಧಿಕಾರಿಯವರ ಪ್ರಕಾರ್ಯವನ್ನು ನಿರ್ವಹಿಸುವ ಸಲುವಾಗಿ ಈ ಮೂಲಕ ನೇಮಕ ಮಾಡಲಾಗಿದೆ. xyxy=(92,480,997,516)
table-row xyxy=(108,1427,1011,1473)
cell-total-type: ಖುಷ್ಕಿ xyxy=(653,1427,709,1473)
cell-total-b: - xyxy=(529,800,580,1091)
signatory-line: ಬಹುಮಹಡಿಗಳ ಕಟ್ಟಡ, xyxy=(699,2236,794,2251)
schedule-location xyxy=(92,675,997,690)
cell-acq-balance: - xyxy=(877,1555,952,1599)
cell-owner: ಕೆಂಪಮ್ಮ ಬಿನ್ ಲೇಟ್ ಭೀಮಯ್ಯ, ಭೀಮಕ್ಕ ಬಿನ್ ಲೇಟ್ ಭೀಮಯ್ಯ, ಸಣ್ಣಮ್ಮ ಬಿನ್ ಲೇಟ್ ಭೀಮಯ್ಯ, ಬಿ ಹನುಮಂತರಾಯಪ್ಪ ಬಿನ್ ಲೇಟ್ ಭೀಮಯ್ಯ, ಜಯಮ್ಮ ಬಿನ್ ಲೇಟ್ ನರಸಿಂಹಯ್ಯ, ಹನುಮಂತರಾಯಪ್ಪ ಬಿನ್ ಲೇಟ್ ನರಸಿಂಹಯ್ಯ, ಜಗನ್ನಾಥ್ ಬಿನ್ ಲೇಟ್ ನರಸಿಂಹಯ್ಯ, ರಾಧಮ್ಮ ಕೋಂ ಲೇಟ್ ರಂಗಯ್ಯ, ಭೀಮಕ್ಕ ಬಿನ್ ಲೇಟ್ ಸೀಬಯ್ಯ, ಸಿದ್ದಪ್ಪ ಬಿನ್ ಲೇಟ್ ಸೀಬಯ್ಯ, ಮಣಕ್ಕ ಕೋಂ ಲೇಟ್ ನರಸಿಂಹಯ್ಯ xyxy=(149,1091,366,1427)
cell-acq-type: ಖುಷ್ಕಿ xyxy=(952,800,1011,1091)
cell-acq-a: - xyxy=(777,1516,825,1555)
cell-total-balance: 0-01 xyxy=(580,1516,653,1555)
summary-header: ಒಟ್ಟು xyxy=(641,1645,738,1670)
signature-mark: ಸಹಿ/- xyxy=(734,2169,759,2184)
notice-ref-date: ದಿನಾಂಕ: 06.02.2025 xyxy=(852,249,979,264)
cell-survey: 20/2 xyxy=(366,1427,427,1473)
cell-total-a: - xyxy=(488,1427,529,1473)
article2-col2: ಹೀಗಾಗಿ ಬಯಲು ಸೀಮೆ ರಂಗಾಯಣವನ್ನು ತುಮಕೂರಿನಲ್ಲಿ ಸ್ಥಾಪಿಸಬೇಕೆಂದು ಪ್ರತಿಪಾದಿಸಿದರು. ಕಳೆದ ಬಾರಿ ತುಮಕೂರು ಜಿಲ್ಲೆಗೆ 11 ಮಂದಿಗೆ ನಾಟಕ ಅಕಾಡೆಮಿ ಪ್ರಶಸ್ತಿ ಲಭಿಸಿತು. ಅಷ್ಟು ದೊಡ್ಡ ಸಂಖ್ಯೆಯಲ್ಲಿ ಜಿಲ್ಲೆಯಲ್ಲಿ ರಂಗಭೂಮಿ ಸಾಧಕರಿದ್ದಾರೆ ಎಂದರು. ಮೈಸೂರು ರಮಾನಂದ ಮಾತನಾಡಿ ಉದಯ ಕಲಾನಿಕೇತನದಿಂದ ನನ್ನ ಮತ್ತು ಖಾನ್ ಅವರ ಒಡನಾಟ ಶುರುವಾಯಿತು. ಅಲ್ಲಿಂದ ಇಲ್ಲಿಯವರೆಗೂ ನಿರಂತರವಾಗಿ ನಾಟಕ ಮಾಡಿಕೊಂಡು ಬಂದಿದೆ. ಖಾನ್ ಅವರ ಎಲ್ಲಾ ನಾಟಕ ಪ್ರಕಾರಗಳಲ್ಲೂ ಮಹಾಲಿಂಗು ಕೆಲಸ ಮಾಡಿದ್ದಾರೆ ಎಂದರು. ನಿರ್ದೇಶಕ ದಾಕ್ಷಾಯಿಣಿ ಭಟ್ ಮಾತನಾಡಿ ನಾಟಕ ಮನೆ ನನ್ನ ಆತ್ಮೀಯವಾದದ್ದು. ನಾಟಕ ಮನೆ ತುಮಕೂರಿನಲ್ಲಿ ಹಲವಾರು ವರ್ಷಗಳಿಂದ ಒಳ್ಳೆಯ ನಾಟಕ ನೀಡಿ ನಮ್ಮ ಮಹಾಲಿಂಗು ಅವರ ಸೇವೆ ಶ್ಲಾಘನೀಯವಾಗಿದೆ ಎಂದರು. ಅಧ್ಯಕ್ಷತೆ ವಹಿಸಿದ್ದ ಕಲಾಕ್ಷೇತ್ರ ಮಾಲೀಕರು ಮಾತನಾಡಿ ನಾಟಕ ಮನೆ ಮಹಾಲಿಂಗು ಎಲ್ಲರಿಗೂ ಚಿರಪರಿಚಿತ. ಎಷ್ಟೋ ನೆರವಿನ ಕುರಿತು ನನ್ನ ಕೆಲಸ ಮಾಡಿದ್ದಾರೆ ಎಂದರು. ಬೆಂಗಳೂರಿನಿಂದ ತುಮಕೂರಿಗೆ ಬಂದು ಹಲವಾರು ನಾಟಕಗಳನ್ನು ಪ್ರಯೋಗ ಮಾಡಿದ ಕೀರ್ತಿ ಅವರದ್ದು. ಅವರಿಗೆ ಮತ್ತಷ್ಟು ಯಶಸ್ಸು ಸಿಗಲಿ ಎಂದು ಹಾರೈಸಿದರು. ವೇದಿಕೆಯಲ್ಲಿ ಗುಬ್ಬಿ ಚನ್ನಬಸವಯ್ಯ, ಟಿ.ಸಿ. ಜಯಪ್ರಕಾಶ್ ಮತ್ತಿತರರು ಇದ್ದರು. ಬಳಿಕ ಧೀಮಂತರಾವ್ ನಿರ್ದೇಶನದ ದಯಾನದಿ ದಂಡೆ ಮೇಲೆ ನಾಟಕ ಪ್ರದರ್ಶಿಸಲಾಯಿತು. xyxy=(1269,1607,1493,2153)
header-a: ಎ xyxy=(488,740,529,800)
cell-survey: 16 xyxy=(366,1555,427,1599)
notice-paragraph: ಸದರಿ ಅಧಿಸೂಚನೆಯಲ್ಲಿ ಒಳಪಡುವ ಜಮೀನುಗಳ ವಿವರಗಳನ್ನು ಸೂಚಿಸುವ ಒಂದು ನಕ್ಷೆಯನ್ನು ಸಾರ್ವಜನಿಕ ಹಿತಾಸಕ್ತಿಗಾಗಿ ಹಾಗೂ ಸಂಬಂಧಿಸಿದ ಎಲ್ಲಾ ಹಿತಾಸಕ್ತಿದಾರರ ಅವಗಾಹನೆಗಾಗಿ ವಿಶೇಷ ಭೂಸ್ವಾಧೀನಾಧಿಕಾರಿ, ತುಮಕೂರು-ರಾಯದುರ್ಗ ಹಾಗೂ ತುಮಕೂರು-ದಾವಣಗೆರೆ ರೈಲ್ವೆ ಯೋಜನೆ, ತುಮಕೂರು ಇವರ ಕಾರ್ಯಾಲಯದಲ್ಲಿ ಇಡಲಾಗಿದೆ. xyxy=(92,604,997,640)
